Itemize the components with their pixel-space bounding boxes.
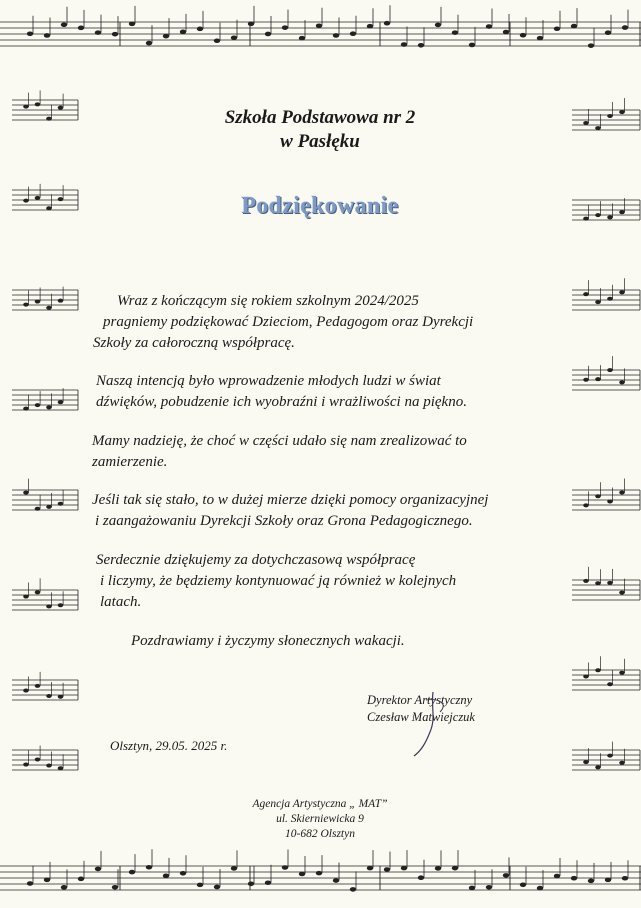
note-head (35, 590, 41, 594)
note-head (23, 407, 29, 411)
note-head (23, 763, 29, 767)
note-head (23, 105, 29, 109)
note-head (503, 873, 509, 878)
music-border-right (566, 90, 641, 830)
note-head (35, 102, 41, 106)
note-head (588, 43, 594, 48)
note-head (583, 760, 589, 764)
closing-line: Pozdrawiamy i życzymy słonecznych wakacji. (131, 633, 405, 649)
note-head (95, 30, 101, 35)
paragraph-3 (92, 431, 467, 473)
note-head (619, 591, 625, 595)
note-head (607, 682, 613, 686)
paragraph-5-line: i liczymy, że będziemy kontynuować ją również w kolejnych (100, 573, 457, 589)
note-head (27, 881, 33, 886)
note-head (367, 866, 373, 871)
note-head (61, 885, 67, 890)
handwritten-signature (400, 688, 460, 760)
note-head (231, 866, 237, 871)
note-head (282, 865, 288, 870)
note-head (469, 886, 475, 891)
note-head (78, 26, 84, 31)
note-head (622, 25, 628, 30)
note-head (350, 887, 356, 892)
note-head (595, 300, 601, 304)
note-head (583, 292, 589, 296)
note-head (607, 754, 613, 758)
note-head (401, 866, 407, 871)
paragraph-1-line: pragniemy podziękować Dzieciom, Pedagogom oraz Dyrekcji (103, 314, 474, 330)
note-head (23, 595, 29, 599)
note-head (607, 368, 613, 372)
note-head (554, 874, 560, 879)
note-head (46, 694, 52, 698)
note-head (197, 883, 203, 888)
note-head (44, 878, 50, 883)
note-head (503, 30, 509, 35)
note-head (146, 41, 152, 46)
note-head (231, 35, 237, 40)
school-name-line2: w Pasłęku (280, 131, 360, 152)
note-head (299, 36, 305, 41)
paragraph-2-line: dźwięków, pobudzenie ich wyobraźni i wrażliwości na piękno. (96, 394, 467, 410)
note-head (214, 885, 220, 890)
note-head (619, 671, 625, 675)
note-head (95, 867, 101, 872)
paragraph-5 (96, 550, 456, 613)
note-head (23, 491, 29, 495)
note-head (619, 490, 625, 494)
note-head (571, 876, 577, 881)
note-head (46, 505, 52, 509)
note-head (23, 199, 29, 203)
place-and-date: Olsztyn, 29.05. 2025 r. (110, 738, 228, 753)
note-head (537, 886, 543, 891)
note-head (607, 581, 613, 585)
paragraph-2 (96, 371, 467, 413)
paragraph-3-line: Mamy nadzieję, że choć w części udało się nam zrealizować to (92, 433, 467, 449)
note-head (35, 684, 41, 688)
note-head (350, 31, 356, 36)
note-head (46, 604, 52, 608)
note-head (537, 36, 543, 41)
note-head (583, 579, 589, 583)
paragraph-1 (93, 291, 473, 354)
note-head (299, 872, 305, 877)
note-head (435, 866, 441, 871)
note-head (571, 24, 577, 29)
note-head (129, 22, 135, 27)
note-head (595, 126, 601, 130)
note-head (619, 110, 625, 114)
note-head (46, 117, 52, 121)
note-head (58, 766, 64, 770)
document-title: Podziękowanie (241, 193, 399, 219)
note-head (605, 30, 611, 35)
note-head (435, 23, 441, 28)
agency-address (200, 797, 440, 842)
note-head (61, 22, 67, 27)
note-head (486, 24, 492, 29)
note-head (46, 764, 52, 768)
note-head (27, 31, 33, 36)
note-head (384, 21, 390, 26)
note-head (588, 879, 594, 884)
music-border-top (0, 0, 641, 80)
note-head (58, 603, 64, 607)
note-head (583, 674, 589, 678)
note-head (595, 668, 601, 672)
note-head (248, 22, 254, 27)
note-head (46, 206, 52, 210)
note-head (58, 299, 64, 303)
paragraph-5-line: latach. (100, 594, 142, 610)
note-head (23, 303, 29, 307)
note-head (316, 871, 322, 876)
note-head (265, 880, 271, 885)
note-head (333, 33, 339, 38)
note-head (46, 306, 52, 310)
note-head (595, 581, 601, 585)
paragraph-4-line: i zaangażowaniu Dyrekcji Szkoły oraz Grona Pedagogicznego. (95, 513, 473, 529)
note-head (214, 38, 220, 43)
note-head (197, 27, 203, 32)
note-head (58, 695, 64, 699)
note-head (554, 26, 560, 31)
note-head (401, 42, 407, 47)
note-head (180, 871, 186, 876)
note-head (520, 882, 526, 887)
music-border-left (0, 90, 90, 830)
note-head (583, 378, 589, 382)
paragraph-4 (92, 490, 488, 532)
note-head (607, 499, 613, 503)
signer-role: Dyrektor Artystyczny (367, 693, 473, 707)
note-head (35, 507, 41, 511)
note-head (44, 33, 50, 38)
note-head (163, 874, 169, 879)
note-head (35, 757, 41, 761)
paragraph-3-line: zamierzenie. (92, 454, 168, 470)
note-head (58, 197, 64, 201)
agency-name: Agencja Artystyczna „ MAT” (252, 798, 388, 810)
note-head (619, 380, 625, 384)
note-head (622, 876, 628, 881)
note-head (58, 106, 64, 110)
note-head (112, 885, 118, 890)
note-head (605, 878, 611, 883)
note-head (316, 23, 322, 28)
note-head (418, 43, 424, 48)
school-name (150, 106, 490, 154)
note-head (35, 300, 41, 304)
note-head (583, 121, 589, 125)
paragraph-1-line: Szkoły za całoroczną współpracę. (93, 335, 295, 351)
note-head (146, 865, 152, 870)
paragraph-6 (131, 631, 405, 652)
note-head (35, 403, 41, 407)
note-head (607, 114, 613, 118)
note-head (282, 25, 288, 30)
note-head (418, 875, 424, 880)
note-head (333, 878, 339, 883)
signer-name: Czesław Matwiejczuk (367, 710, 475, 724)
note-head (469, 43, 475, 48)
note-head (607, 215, 613, 219)
note-head (248, 881, 254, 886)
note-head (58, 502, 64, 506)
note-head (452, 30, 458, 35)
note-head (23, 689, 29, 693)
agency-city: 10-682 Olsztyn (285, 828, 355, 840)
note-head (595, 765, 601, 769)
note-head (35, 196, 41, 200)
note-head (583, 217, 589, 221)
note-head (163, 34, 169, 39)
agency-street: ul. Skierniewicka 9 (276, 813, 364, 825)
note-head (595, 377, 601, 381)
note-head (58, 400, 64, 404)
note-head (112, 32, 118, 37)
paragraph-2-line: Naszą intencją było wprowadzenie młodych ludzi w świat (96, 373, 441, 389)
note-head (595, 494, 601, 498)
paragraph-4-line: Jeśli tak się stało, to w dużej mierze dzięki pomocy organizacyjnej (92, 492, 489, 508)
note-head (486, 885, 492, 890)
note-head (384, 867, 390, 872)
note-head (129, 870, 135, 875)
note-head (452, 866, 458, 871)
note-head (619, 210, 625, 214)
note-head (595, 213, 601, 217)
note-head (619, 290, 625, 294)
paragraph-1-line: Wraz z kończącym się rokiem szkolnym 2024/2025 (117, 293, 419, 309)
note-head (607, 297, 613, 301)
note-head (583, 503, 589, 507)
paragraph-5-line: Serdecznie dziękujemy za dotychczasową współpracę (96, 552, 416, 568)
note-head (180, 30, 186, 35)
note-head (520, 33, 526, 38)
note-head (619, 761, 625, 765)
note-head (265, 32, 271, 37)
note-head (367, 24, 373, 29)
school-name-line1: Szkoła Podstawowa nr 2 (224, 107, 416, 128)
note-head (46, 405, 52, 409)
note-head (78, 877, 84, 882)
